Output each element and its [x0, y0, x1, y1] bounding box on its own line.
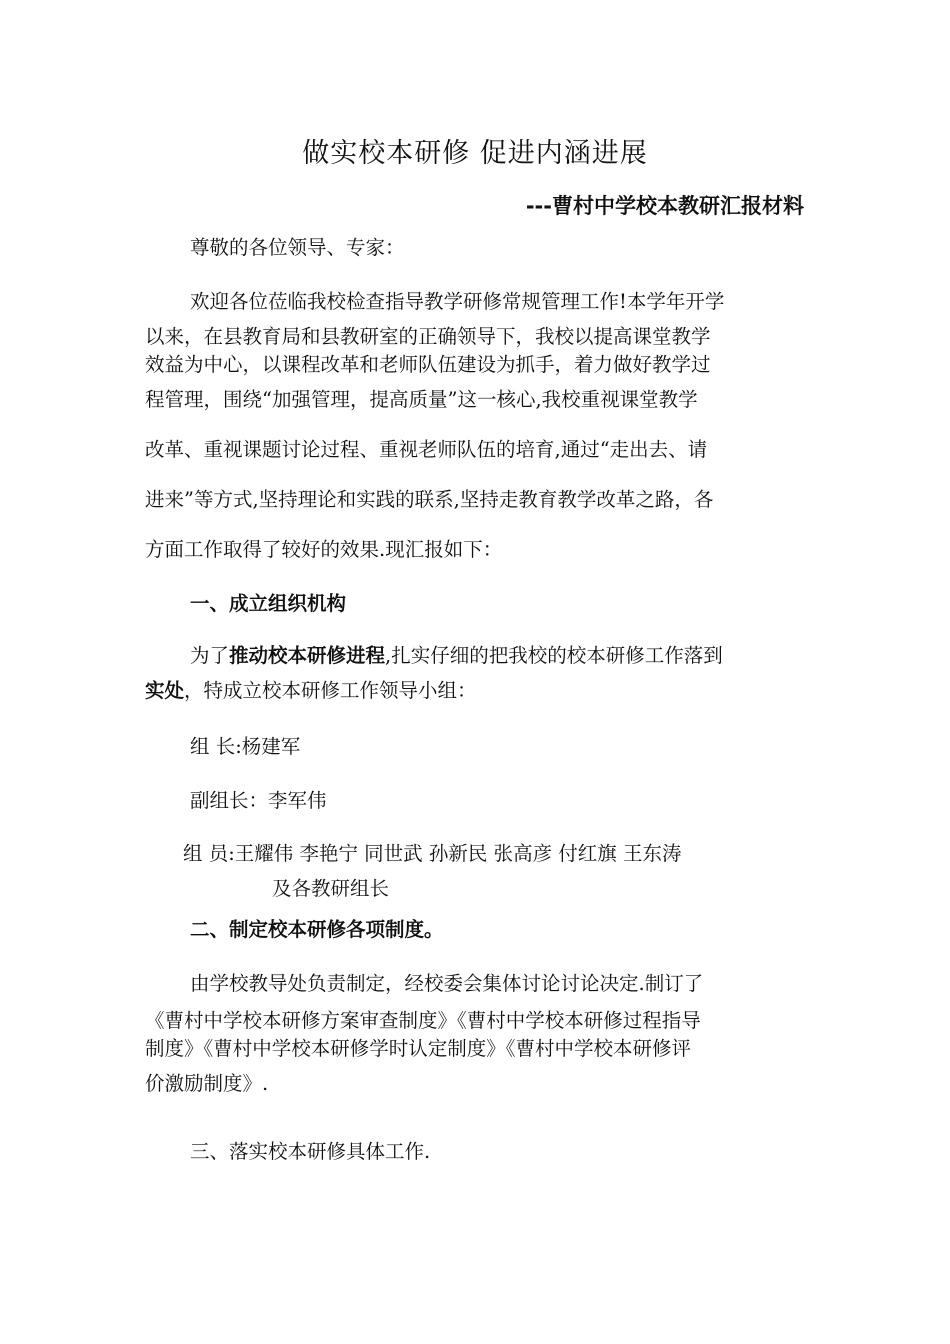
greeting: 尊敬的各位领导、专家： [190, 236, 405, 259]
intro-line-4: 程管理，围绕“加强管理，提高质量”这一核心,我校重视课堂教学 [145, 388, 698, 411]
section-2-line-2: 《曹村中学校本研修方案审查制度》《曹村中学校本研修过程指导 [145, 1009, 701, 1032]
group-leader: 组 长:杨建军 [190, 735, 301, 758]
section-2-line-1: 由学校教导处负责制定，经校委会集体讨论讨论决定.制订了 [190, 972, 704, 995]
section-2-line-3: 制度》《曹村中学校本研修学时认定制度》《曹村中学校本研修评 [145, 1037, 692, 1060]
section-1-heading: 一、成立组织机构 [190, 592, 347, 615]
section-1-para-line-2-rest: ，特成立校本研修工作领导小组： [184, 679, 477, 702]
section-1-para-line-2 [145, 675, 805, 703]
group-members-line-2: 及各教研组长 [272, 877, 390, 900]
section-1-para-rest: ,扎实仔细的把我校的校本研修工作落到 [385, 644, 723, 667]
section-1-para-line-2-bold: 实处 [145, 679, 185, 702]
section-1-para-prefix: 为了 [190, 644, 230, 667]
intro-line-5: 改革、重视课题讨论过程、重视老师队伍的培育,通过“走出去、请 [145, 438, 708, 461]
document-title: 做实校本研修 促进内涵进展 [302, 138, 648, 169]
intro-line-6: 进来”等方式,坚持理论和实践的联系,坚持走教育教学改革之路，各 [145, 488, 714, 511]
intro-line-7: 方面工作取得了较好的效果.现汇报如下： [145, 538, 503, 561]
section-2-heading: 二、制定校本研修各项制度。 [190, 918, 444, 941]
section-3-heading: 三、落实校本研修具体工作. [190, 1140, 431, 1163]
section-1-para-bold: 推动校本研修进程 [229, 644, 386, 667]
intro-line-1: 欢迎各位莅临我校检查指导教学研修常规管理工作!本学年开学 [190, 290, 725, 313]
group-members-line-1: 组 员:王耀伟 李艳宁 同世武 孙新民 张高彦 付红旗 王东涛 [183, 842, 682, 865]
document-subtitle: ---曹村中学校本教研汇报材料 [525, 194, 804, 218]
intro-line-3: 效益为中心，以课程改革和老师队伍建设为抓手，着力做好教学过 [145, 353, 711, 376]
group-deputy: 副组长：李军伟 [190, 789, 327, 812]
intro-line-2: 以来，在县教育局和县教研室的正确领导下，我校以提高课堂教学 [145, 325, 711, 348]
section-1-para-line-1 [190, 640, 850, 668]
section-2-line-4: 价激励制度》. [145, 1072, 269, 1095]
